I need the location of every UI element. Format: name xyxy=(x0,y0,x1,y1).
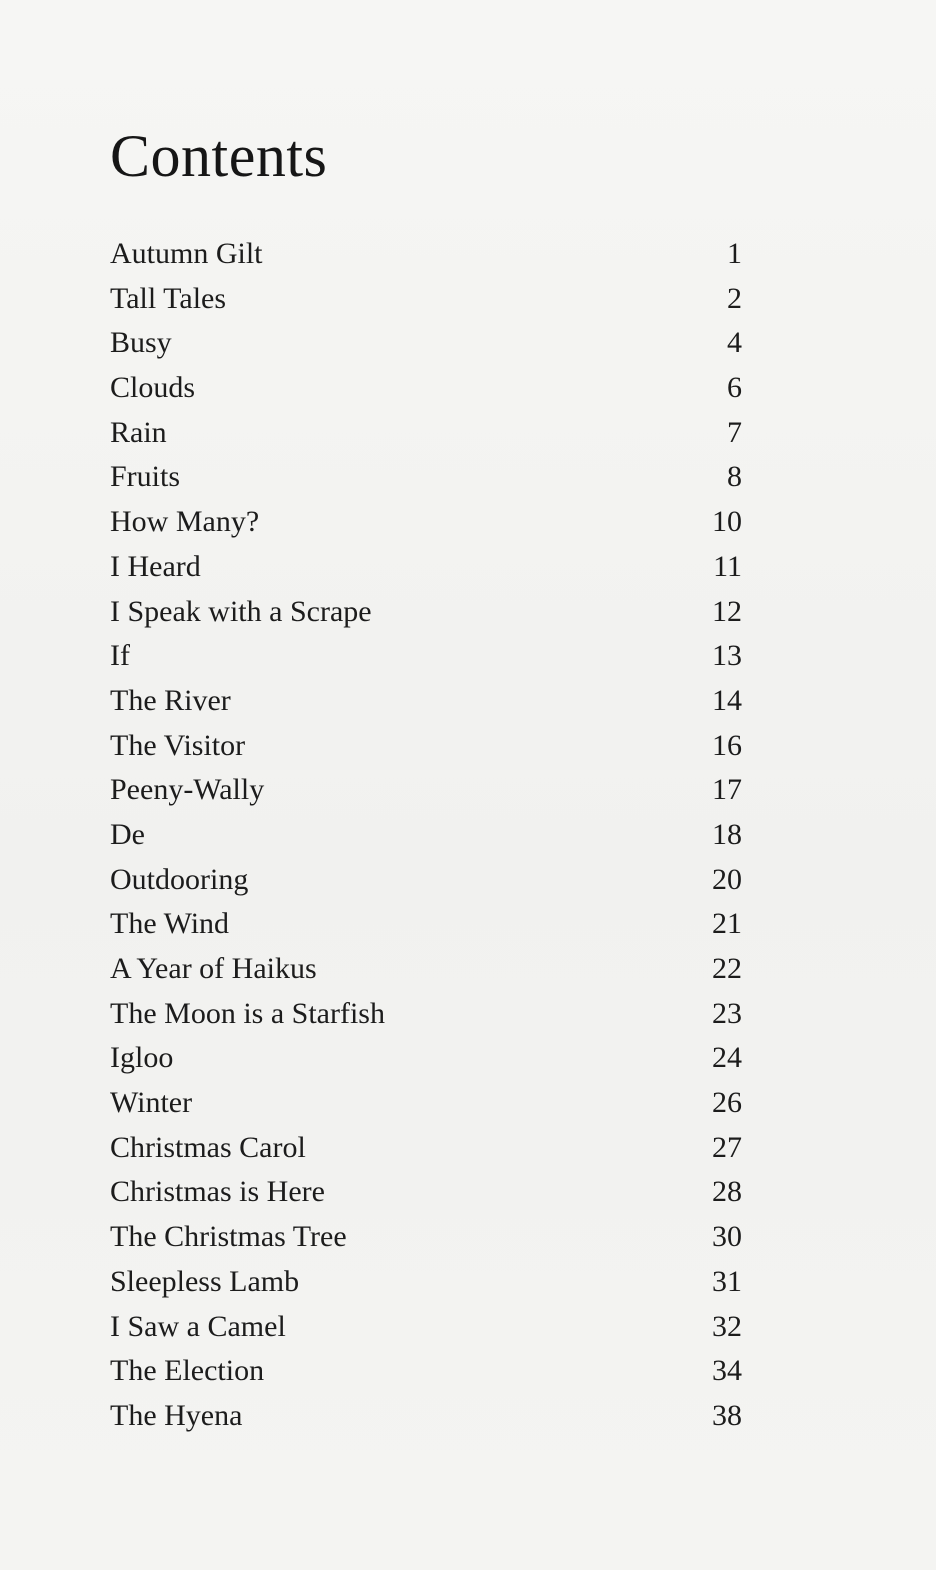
entry-title: Fruits xyxy=(110,460,181,494)
entry-page-number: 8 xyxy=(727,460,742,494)
entry-page-number: 17 xyxy=(712,773,742,807)
contents-entry xyxy=(110,1126,742,1171)
contents-entry xyxy=(110,545,742,590)
entry-title: Winter xyxy=(110,1086,193,1120)
entry-title: De xyxy=(110,817,145,851)
contents-entry xyxy=(110,366,742,411)
entry-title: The River xyxy=(110,683,231,717)
entry-title: Rain xyxy=(110,415,167,449)
entry-title: Outdooring xyxy=(110,862,249,896)
contents-entry xyxy=(110,768,742,813)
entry-page-number: 14 xyxy=(712,683,742,717)
entry-title: The Hyena xyxy=(110,1398,243,1432)
page-title: Contents xyxy=(110,123,328,189)
contents-entry xyxy=(110,902,742,947)
entry-page-number: 34 xyxy=(712,1354,742,1388)
entry-page-number: 24 xyxy=(712,1041,742,1075)
contents-entry xyxy=(110,813,742,858)
entry-title: How Many? xyxy=(110,505,260,539)
entry-page-number: 12 xyxy=(712,594,742,628)
entry-page-number: 28 xyxy=(712,1175,742,1209)
entry-title: Christmas Carol xyxy=(110,1130,306,1164)
contents-list xyxy=(110,232,742,1439)
entry-title: Clouds xyxy=(110,371,196,405)
entry-page-number: 13 xyxy=(712,639,742,673)
contents-entry xyxy=(110,679,742,724)
entry-title: Christmas is Here xyxy=(110,1175,325,1209)
entry-title: The Visitor xyxy=(110,728,246,762)
contents-entry xyxy=(110,1260,742,1305)
entry-page-number: 2 xyxy=(727,281,742,315)
contents-entry xyxy=(110,1349,742,1394)
entry-page-number: 11 xyxy=(713,549,742,583)
entry-title: The Moon is a Starfish xyxy=(110,996,385,1030)
entry-page-number: 1 xyxy=(727,237,742,270)
entry-title: The Election xyxy=(110,1354,265,1388)
entry-title: A Year of Haikus xyxy=(110,952,317,985)
contents-entry xyxy=(110,455,742,500)
entry-page-number: 27 xyxy=(712,1130,742,1164)
contents-entry xyxy=(110,277,742,322)
contents-entry xyxy=(110,1215,742,1260)
entry-title: I Saw a Camel xyxy=(110,1309,286,1343)
entry-page-number: 7 xyxy=(727,415,742,449)
entry-page-number: 31 xyxy=(712,1264,742,1298)
contents-entry xyxy=(110,1081,742,1126)
entry-title: Igloo xyxy=(110,1041,174,1075)
entry-title: Autumn Gilt xyxy=(110,237,263,270)
contents-entry xyxy=(110,724,742,769)
entry-page-number: 20 xyxy=(712,862,742,896)
entry-title: Tall Tales xyxy=(110,281,227,315)
contents-entry xyxy=(110,411,742,456)
contents-entry xyxy=(110,321,742,366)
entry-title: Busy xyxy=(110,326,172,360)
entry-title: If xyxy=(110,639,130,673)
entry-title: The Christmas Tree xyxy=(110,1220,347,1254)
contents-entry xyxy=(110,992,742,1037)
contents-entry xyxy=(110,947,742,992)
entry-page-number: 30 xyxy=(712,1220,742,1254)
entry-page-number: 18 xyxy=(712,817,742,851)
contents-entry xyxy=(110,634,742,679)
entry-page-number: 32 xyxy=(712,1309,742,1343)
entry-page-number: 23 xyxy=(712,996,742,1030)
contents-entry xyxy=(110,590,742,635)
contents-entry xyxy=(110,232,742,277)
entry-page-number: 22 xyxy=(712,952,742,985)
entry-title: I Speak with a Scrape xyxy=(110,594,372,628)
contents-entry xyxy=(110,1394,742,1439)
contents-entry xyxy=(110,1036,742,1081)
entry-page-number: 6 xyxy=(727,371,742,405)
contents-entry xyxy=(110,858,742,903)
entry-page-number: 4 xyxy=(727,326,742,360)
entry-page-number: 26 xyxy=(712,1086,742,1120)
contents-entry xyxy=(110,1170,742,1215)
entry-page-number: 10 xyxy=(712,505,742,539)
entry-page-number: 21 xyxy=(712,907,742,941)
contents-entry xyxy=(110,1305,742,1350)
entry-page-number: 38 xyxy=(712,1398,742,1432)
entry-page-number: 16 xyxy=(712,728,742,762)
contents-entry xyxy=(110,500,742,545)
entry-title: I Heard xyxy=(110,549,201,583)
entry-title: Sleepless Lamb xyxy=(110,1264,300,1298)
entry-title: Peeny-Wally xyxy=(110,773,265,807)
entry-title: The Wind xyxy=(110,907,230,941)
